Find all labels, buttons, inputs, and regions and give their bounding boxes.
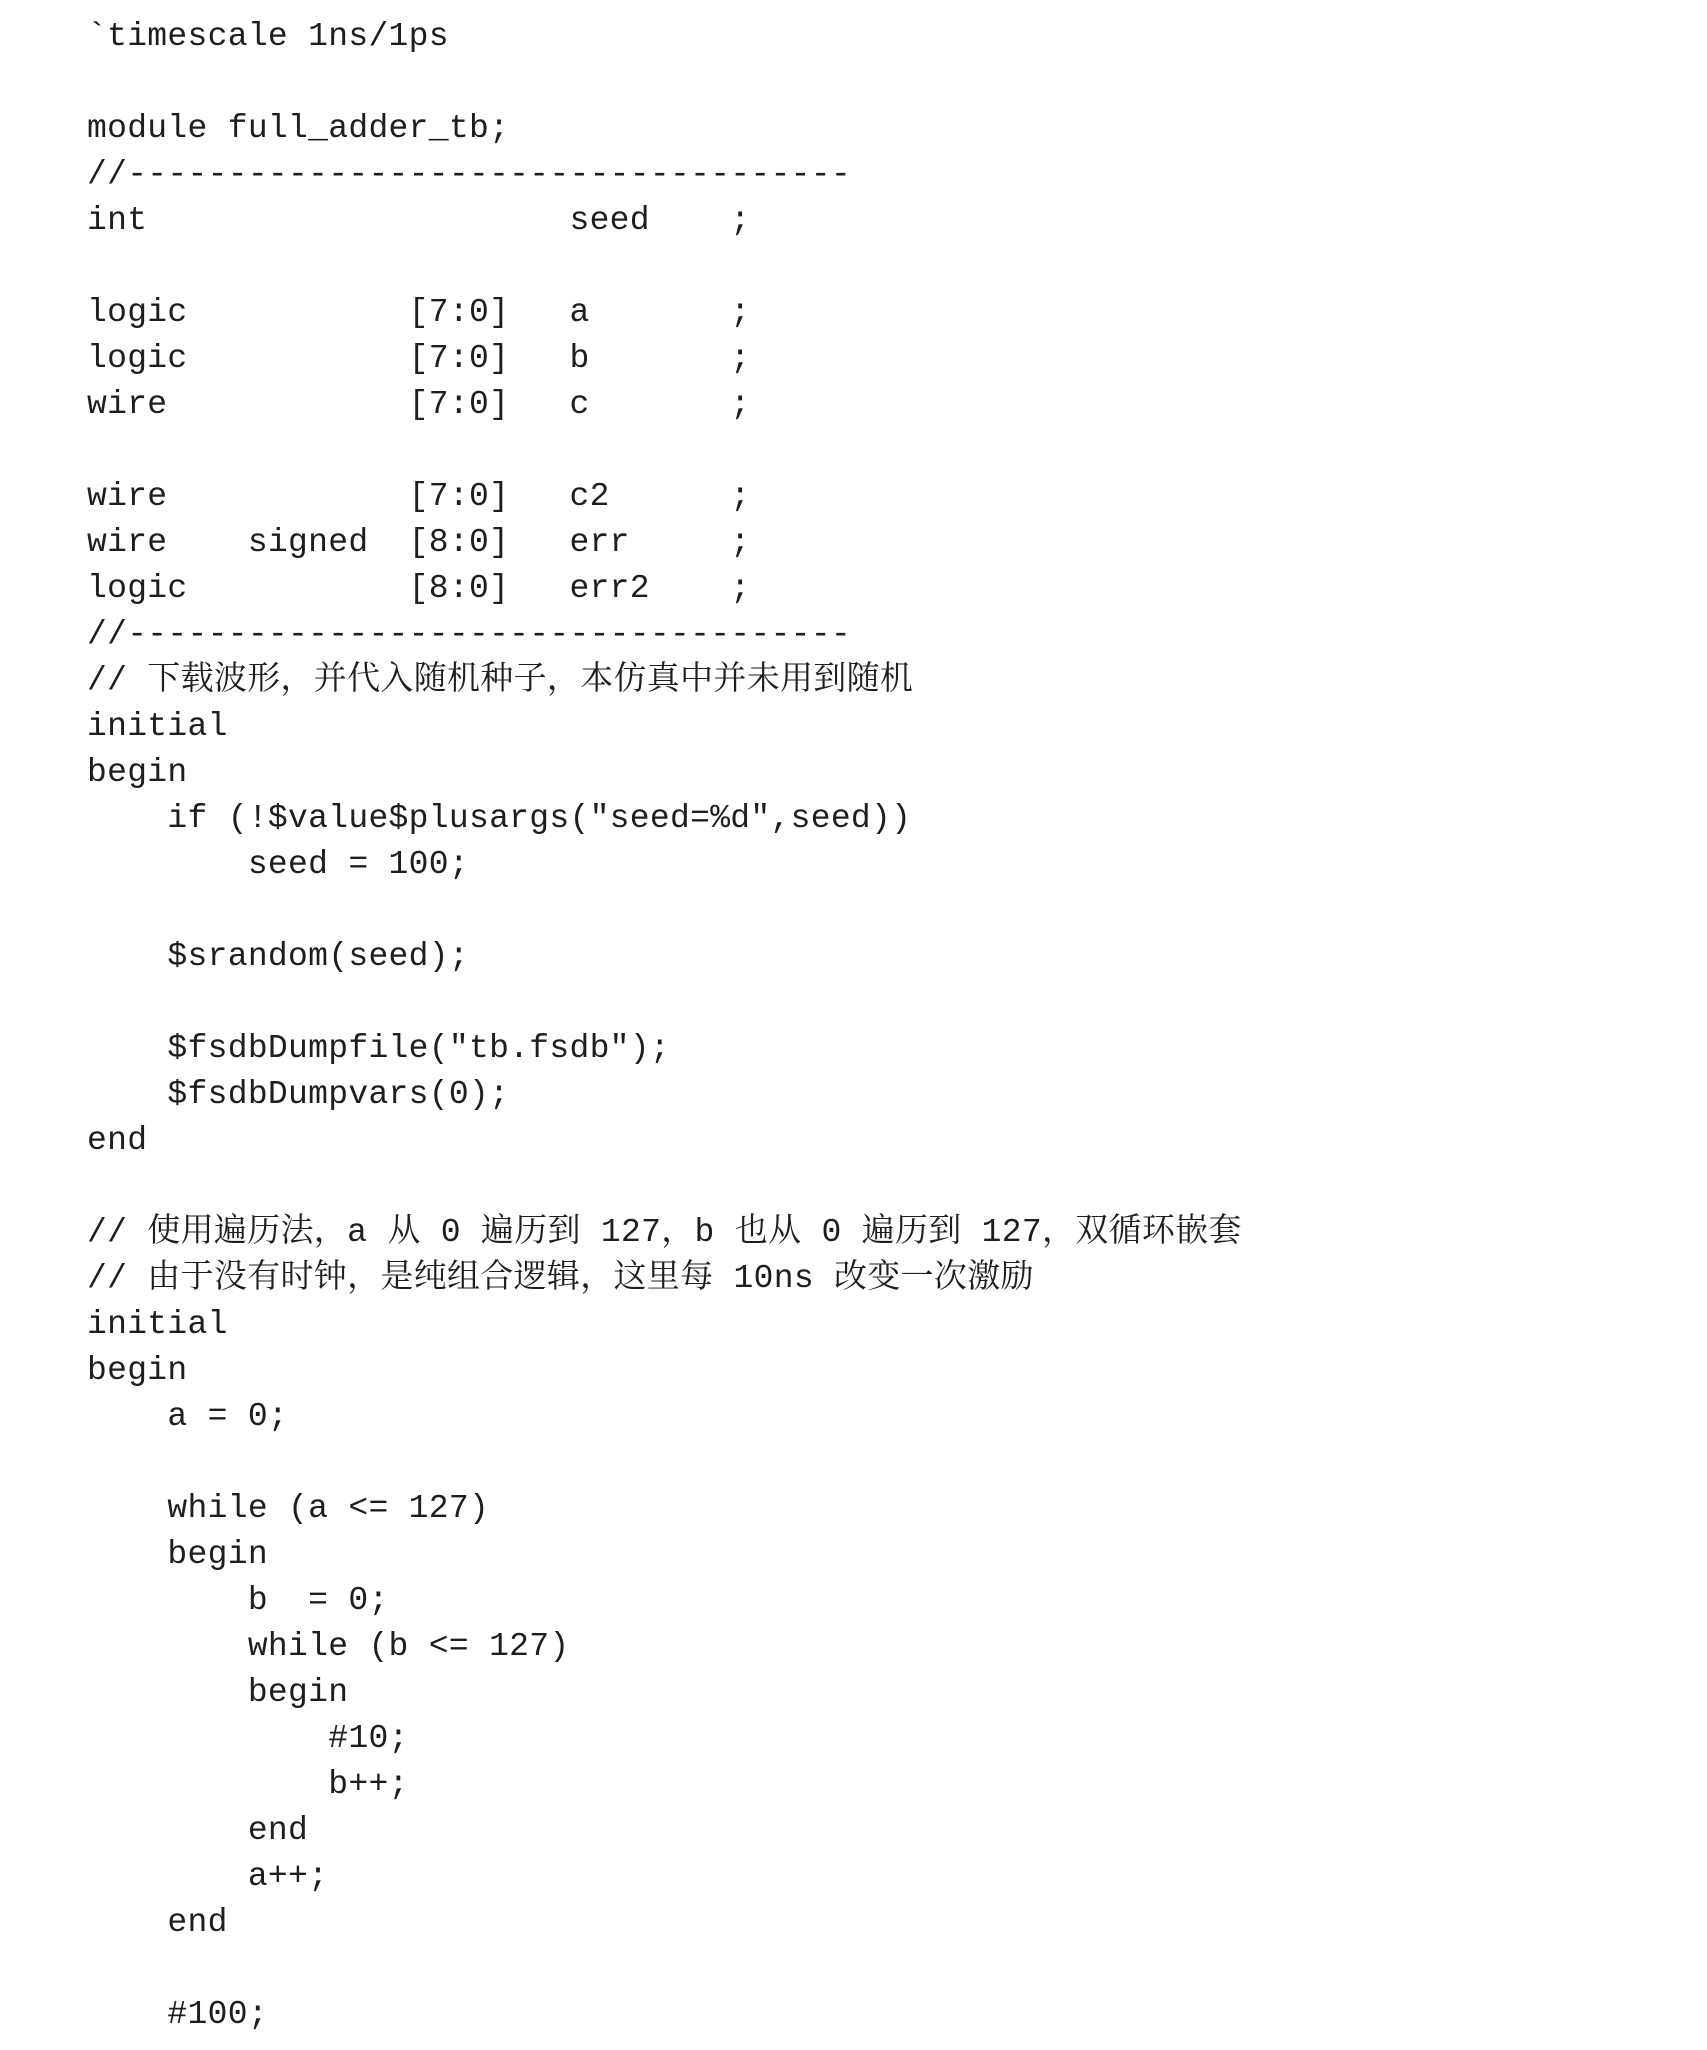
code-line: logic [7:0] a ; bbox=[87, 294, 751, 331]
code-line: int seed ; bbox=[87, 202, 751, 239]
code-line: $fsdbDumpfile("tb.fsdb"); bbox=[87, 1030, 670, 1067]
code-line: a = 0; bbox=[87, 1398, 289, 1435]
code-line: wire [7:0] c ; bbox=[87, 386, 751, 423]
code-line: `timescale 1ns/1ps bbox=[87, 18, 449, 55]
code-line bbox=[87, 1164, 1242, 1210]
code-line: logic [7:0] b ; bbox=[87, 340, 751, 377]
code-line: begin bbox=[87, 1674, 349, 1711]
code-line: end bbox=[87, 1904, 228, 1941]
code-line: b++; bbox=[87, 1766, 409, 1803]
code-line bbox=[87, 980, 1242, 1026]
code-line: seed = 100; bbox=[87, 846, 469, 883]
code-comment-line: // 下载波形，并代入随机种子，本仿真中并未用到随机 bbox=[87, 662, 914, 699]
code-line: #100; bbox=[87, 1996, 268, 2033]
code-line: end bbox=[87, 1122, 148, 1159]
code-line: //------------------------------------ bbox=[87, 156, 851, 193]
code-line: while (a <= 127) bbox=[87, 1490, 490, 1527]
code-line bbox=[87, 1946, 1242, 1992]
code-line: #10; bbox=[87, 1720, 409, 1757]
code-line: b = 0; bbox=[87, 1582, 389, 1619]
code-comment-line: // 由于没有时钟，是纯组合逻辑，这里每 10ns 改变一次激励 bbox=[87, 1260, 1034, 1297]
code-line: a++; bbox=[87, 1858, 329, 1895]
code-line: wire signed [8:0] err ; bbox=[87, 524, 751, 561]
code-line bbox=[87, 60, 1242, 106]
code-line: begin bbox=[87, 1352, 188, 1389]
code-block bbox=[87, 14, 1242, 2038]
code-line: begin bbox=[87, 1536, 268, 1573]
code-line: if (!$value$plusargs("seed=%d",seed)) bbox=[87, 800, 912, 837]
code-line: begin bbox=[87, 754, 188, 791]
code-line: $srandom(seed); bbox=[87, 938, 469, 975]
code-line: //------------------------------------ bbox=[87, 616, 851, 653]
code-line: $fsdbDumpvars(0); bbox=[87, 1076, 510, 1113]
code-comment-line: // 使用遍历法，a 从 0 遍历到 127，b 也从 0 遍历到 127，双循环嵌套 bbox=[87, 1214, 1242, 1251]
code-line: module full_adder_tb; bbox=[87, 110, 510, 147]
code-line bbox=[87, 888, 1242, 934]
code-line bbox=[87, 244, 1242, 290]
code-line bbox=[87, 428, 1242, 474]
code-line bbox=[87, 1440, 1242, 1486]
code-line: initial bbox=[87, 708, 228, 745]
code-line: initial bbox=[87, 1306, 228, 1343]
code-line: logic [8:0] err2 ; bbox=[87, 570, 751, 607]
code-line: end bbox=[87, 1812, 309, 1849]
code-line: wire [7:0] c2 ; bbox=[87, 478, 751, 515]
code-line: while (b <= 127) bbox=[87, 1628, 570, 1665]
